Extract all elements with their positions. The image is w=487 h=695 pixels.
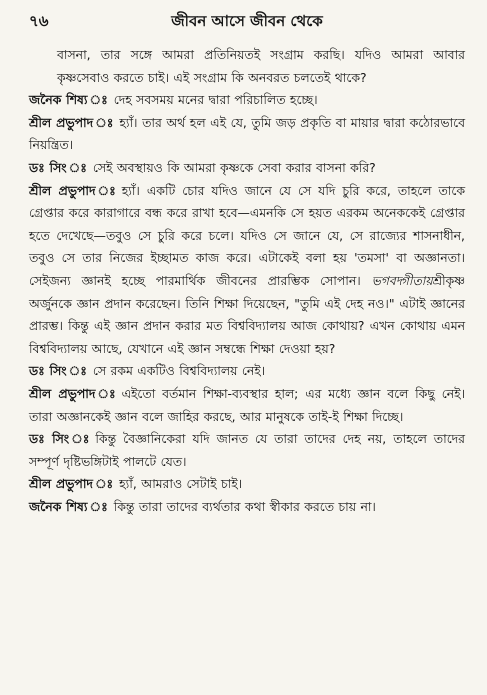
speaker-label: শ্রীল প্রভুপাদ xyxy=(29,385,96,401)
book-title-bhagavad-gita: ভগবদ্গীতায় xyxy=(371,272,433,288)
speaker-separator: ঃ xyxy=(94,476,114,492)
speaker-separator: ঃ xyxy=(95,114,114,130)
dialogue-line xyxy=(29,89,465,112)
page-body xyxy=(29,44,465,518)
speaker-label: শ্রীল প্রভুপাদ xyxy=(29,114,94,130)
dialogue-line xyxy=(29,473,465,496)
running-title: জীবন আসে জীবন থেকে xyxy=(171,12,323,30)
dialogue-line xyxy=(29,157,465,180)
speaker-separator: ঃ xyxy=(97,182,116,198)
dialogue-line xyxy=(29,496,465,519)
dialogue-text: এইতো বর্তমান শিক্ষা-ব্যবস্থার হাল; এর মধ্যে জ্ঞান বলে কিছু নেই। তারা অজ্ঞানকেই জ্ঞান বলে জাহির করছে, আর মানুষকে তাই-ই শিক্ষা দিচ্ছে। xyxy=(29,385,465,424)
speaker-separator: ঃ xyxy=(71,431,90,447)
dialogue-line xyxy=(29,428,465,473)
speaker-label: জনৈক শিষ্য xyxy=(29,498,88,514)
speaker-separator: ঃ xyxy=(89,498,108,514)
dialogue-text-continued: শ্রীকৃষ্ণ অর্জুনকে জ্ঞান প্রদান করেছেন। তিনি শিক্ষা দিয়েছেন, "তুমি এই দেহ নও।" এটাই জ্ঞানের প্রারম্ভ। কিন্তু এই জ্ঞান প্রদান করার মত বিশ্ববিদ্যালয় আজ কোথায়? এখন কোথায় এমন বিশ্ববিদ্যালয় আছে, যেখানে এই জ্ঞান সম্বন্ধে শিক্ষা দেওয়া হয়? xyxy=(29,272,465,356)
speaker-label: ডঃ সিং xyxy=(29,431,70,447)
paragraph-continuation xyxy=(29,44,465,89)
dialogue-text: সে রকম একটিও বিশ্ববিদ্যালয় নেই। xyxy=(92,363,266,379)
paragraph-text: বাসনা, তার সঙ্গে আমরা প্রতিনিয়তই সংগ্রাম করছি। যদিও আমরা আবার কৃষ্ণসেবাও করতে চাই। এই সংগ্রাম কি অনবরত চলতেই থাকে? xyxy=(57,47,465,85)
dialogue-text: হ্যাঁ। তার অর্থ হল এই যে, তুমি জড় প্রকৃতি বা মায়ার দ্বারা কঠোরভাবে নিয়ন্ত্রিত। xyxy=(29,114,465,153)
speaker-separator: ঃ xyxy=(68,159,87,175)
dialogue-line xyxy=(29,180,465,361)
dialogue-line xyxy=(29,383,465,428)
speaker-separator: ঃ xyxy=(68,363,87,379)
speaker-label: জনৈক শিষ্য xyxy=(29,92,88,108)
speaker-separator: ঃ xyxy=(89,92,108,108)
dialogue-line xyxy=(29,112,465,157)
dialogue-text: কিন্তু বৈজ্ঞানিকেরা যদি জানত যে তারা তাদের দেহ নয়, তাহলে তাদের সম্পূর্ণ দৃষ্টিভঙ্গিটাই পালটে যেত। xyxy=(29,431,466,469)
speaker-label: ডঃ সিং xyxy=(29,159,67,175)
dialogue-text: দেহ সবসময় মনের দ্বারা পরিচালিত হচ্ছে। xyxy=(113,92,318,108)
speaker-separator: ঃ xyxy=(97,385,116,401)
dialogue-text: হ্যাঁ। একটি চোর যদিও জানে যে সে যদি চুরি করে, তাহলে তাকে গ্রেপ্তার করে কারাগারে বন্ধ করে রাখা হবে—এমনকি সে হয়ত এরকম অনেককেই গ্রেপ্তার হতে দেখেছে—তবুও সে চুরি করে চলে। যদিও সে জানে যে, সে রাজ্যের শাসনাধীন, তবুও সে তার নিজের ইচ্ছামত কাজ করে। এটাকেই বলা হয় 'তমসা' বা অজ্ঞানতা। সেইজন্য জ্ঞানই হচ্ছে পারমার্থিক জীবনের প্রারম্ভিক সোপান। xyxy=(29,182,466,288)
dialogue-text: সেই অবস্থায়ও কি আমরা কৃষ্ণকে সেবা করার বাসনা করি? xyxy=(92,159,376,175)
page-number: ৭৬ xyxy=(29,12,49,30)
speaker-label: শ্রীল প্রভুপাদ xyxy=(29,182,96,198)
dialogue-text: কিন্তু তারা তাদের ব্যর্থতার কথা স্বীকার করতে চায় না। xyxy=(113,498,376,514)
speaker-label: ডঃ সিং xyxy=(29,363,67,379)
dialogue-text: হ্যাঁ, আমরাও সেটাই চাই। xyxy=(119,476,243,492)
speaker-label: শ্রীল প্রভুপাদ xyxy=(29,476,93,492)
dialogue-line xyxy=(29,360,465,383)
page-header xyxy=(29,10,465,36)
